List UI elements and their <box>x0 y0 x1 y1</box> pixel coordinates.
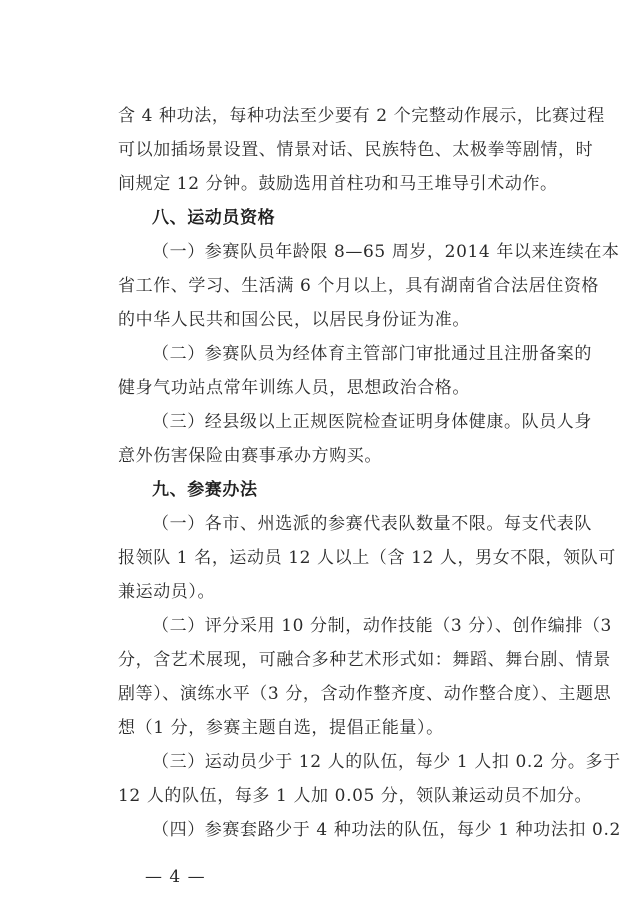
section-heading: 八、运动员资格 <box>152 208 276 228</box>
text-line: （二）参赛队员为经体育主管部门审批通过且注册备案的 <box>152 344 592 364</box>
text-line: 的中华人民共和国公民，以居民身份证为准。 <box>118 310 470 330</box>
text-line: （三）经县级以上正规医院检查证明身体健康。队员人身 <box>152 412 592 432</box>
text-line: 省工作、学习、生活满 6 个月以上，具有湖南省合法居住资格 <box>118 276 600 296</box>
text-line: 健身气功站点常年训练人员，思想政治合格。 <box>118 378 470 398</box>
text-line: （一）参赛队员年龄限 8—65 周岁，2014 年以来连续在本 <box>152 242 620 262</box>
text-line: 报领队 1 名，运动员 12 人以上（含 12 人，男女不限，领队可 <box>118 548 616 568</box>
section-heading: 九、参赛办法 <box>152 480 258 500</box>
text-line: （三）运动员少于 12 人的队伍，每少 1 人扣 0.2 分。多于 <box>152 752 621 772</box>
text-line: （四）参赛套路少于 4 种功法的队伍，每少 1 种功法扣 0.2 <box>152 820 621 840</box>
text-line: 可以加插场景设置、情景对话、民族特色、太极拳等剧情，时 <box>118 140 594 160</box>
page-number: — 4 — <box>145 867 206 887</box>
text-line: 含 4 种功法，每种功法至少要有 2 个完整动作展示，比赛过程 <box>118 106 605 126</box>
text-line: 意外伤害保险由赛事承办方购买。 <box>118 446 382 466</box>
text-line: 兼运动员）。 <box>118 582 216 602</box>
text-line: 12 人的队伍，每多 1 人加 0.05 分，领队兼运动员不加分。 <box>118 786 593 806</box>
text-line: 剧等）、演练水平（3 分，含动作整齐度、动作整合度）、主题思 <box>118 684 612 704</box>
text-line: （一）各市、州选派的参赛代表队数量不限。每支代表队 <box>152 514 592 534</box>
text-line: 想（1 分，参赛主题自选，提倡正能量）。 <box>118 718 444 738</box>
text-line: 间规定 12 分钟。鼓励选用首柱功和马王堆导引术动作。 <box>118 174 558 194</box>
text-line: 分，含艺术展现，可融合多种艺术形式如：舞蹈、舞台剧、情景 <box>118 650 611 670</box>
text-line: （二）评分采用 10 分制，动作技能（3 分）、创作编排（3 <box>152 616 612 636</box>
